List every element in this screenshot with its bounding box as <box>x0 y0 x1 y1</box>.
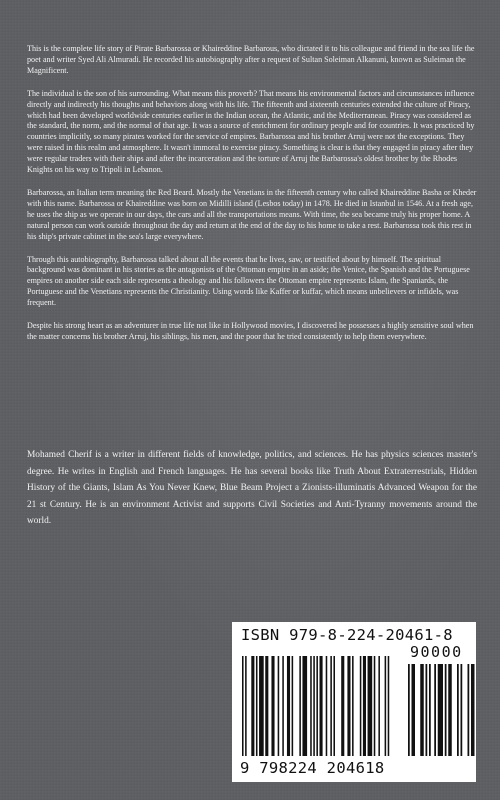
synopsis-paragraph: This is the complete life story of Pirate Barbarossa or Khaireddine Barbarous, who dictated it to his colleague and friend in the sea life the poet and writer Syed Ali Almuradi. He recorded his autobiography after a request of Sultan Soleiman Alkanuni, known as Suleiman the Magnificent. <box>27 44 475 75</box>
barcode-bar <box>461 664 463 756</box>
barcode-bar <box>320 656 323 756</box>
barcode-bar <box>445 664 447 756</box>
barcode-bar <box>341 656 344 756</box>
barcode-bar <box>282 656 284 756</box>
barcode-bar <box>471 664 475 756</box>
barcode-bar <box>271 656 274 756</box>
barcode-bar <box>287 656 290 756</box>
barcode-addon-number: 90000 <box>410 643 463 661</box>
barcode-bar <box>299 656 301 756</box>
barcode-bar <box>420 664 424 756</box>
barcode-bar <box>347 656 350 756</box>
barcode-bar <box>468 664 470 756</box>
barcode-bar <box>408 664 410 756</box>
barcode-bar <box>302 656 307 756</box>
barcode-bar <box>448 664 452 756</box>
barcode-bar <box>378 656 380 756</box>
isbn-barcode <box>232 622 476 782</box>
barcode-bar <box>245 656 247 756</box>
barcode-bar <box>360 656 362 756</box>
barcode-bar <box>368 656 373 756</box>
barcode-digits: 9 798224 204618 <box>240 759 385 777</box>
synopsis-paragraph: The individual is the son of his surrounding. What means this proverb? That means his environmental factors and circumstances influence directly and indirectly his thoughts and behaviors along with his life. The fifteenth and sixteenth centuries extended the culture of Piracy, which had been developed worldwide centuries earlier in the Indian ocean, the Atlantic, and the Mediterranean. Piracy was considered as the standard, the norm, and the normal of that age. It was a source of enrichment for ordinary people and for countries. It was practiced by countries implicitly, so many pirates worked for the service of empires. Barbarossa and his brother Arruj were not the exceptions. They were raised in this realm and atmosphere. It wasn't immoral to exercise piracy. Something is clear is that they engaged in piracy after they were regular traders with their ships and after the incarceration and the torture of Arruj the Barbarossa's oldest brother by the Rhodes Knights on his way to Tripoli in Lebanon. <box>27 88 475 175</box>
synopsis-paragraph: Barbarossa, an Italian term meaning the Red Beard. Mostly the Venetians in the fifteenth century who called Khaireddine Basha or Kheder with this name. Barbarossa or Khaireddine was born on Midilli island (Lesbos today) in 1478. He died in Istanbul in 1546. At a fresh age, he uses the ship as we operate in our days, the cars and all the transportations means. With time, the sea became truly his proper home. A natural person can work outside throughout the day and return at the end of the day to his home to take a rest. Barbarossa took this rest in his ship's private cabinet in the sea's large everywhere. <box>27 187 477 241</box>
barcode-bar <box>374 656 376 756</box>
barcode-bar <box>438 664 443 756</box>
barcode-bar <box>326 656 328 756</box>
barcode-bar <box>256 656 258 756</box>
barcode-bar <box>388 656 390 756</box>
barcode-bar <box>333 656 335 756</box>
barcode-bar <box>363 656 366 756</box>
barcode-bar <box>385 656 387 756</box>
barcode-bar <box>429 664 431 756</box>
barcode-bar <box>316 656 318 756</box>
synopsis-paragraph: Despite his strong heart as an adventurer in true life not like in Hollywood movies, I discovered he possesses a highly sensitive soul when the matter concerns his brother Arruj, his siblings, his men, and the poor that he tried consistently to help them everywhere. <box>27 321 474 341</box>
barcode-bar <box>278 656 280 756</box>
barcode-bar <box>434 664 436 756</box>
barcode-bar <box>310 656 312 756</box>
synopsis-paragraph: Through this autobiography, Barbarossa talked about all the events that he lives, saw, or testified about by himself. The spiritual background was dominant in his stories as the antagonists of the Ottoman empire in an aside; the Venice, the Spanish and the Portuguese empires on another side each side represents a theology and his followers the Ottoman empire represents Islam, the Spaniards, the Portuguese and the Venetians represents the Christianity. Using words like Kaffer or kuffar, which means unbelievers or infidels, was frequent. <box>27 254 470 308</box>
barcode-bar <box>412 664 416 756</box>
barcode-bar <box>265 656 268 756</box>
barcode-bar <box>292 656 294 756</box>
barcode-bar <box>259 656 264 756</box>
barcode-bar <box>242 656 244 756</box>
barcode-bar <box>352 656 354 756</box>
barcode-bar <box>330 656 332 756</box>
barcode-bar <box>313 656 315 756</box>
isbn-label: ISBN 979-8-224-20461-8 <box>241 626 453 644</box>
author-bio: Mohamed Cherif is a writer in different fields of knowledge, politics, and sciences. He has physics sciences master's degree. He writes in English and French languages. He has several books like Truth About Extraterrestrials, Hidden History of the Giants, Islam As You Never Knew, Blue Beam Project a Zionists-illuminatis Advanced Weapon for the 21 st Century. He is an environment Activist and supports Civil Societies and Anti-Tyranny movements around the world. <box>27 450 477 527</box>
barcode-bar <box>426 664 428 756</box>
barcode-bar <box>251 656 254 756</box>
barcode-bar <box>457 664 459 756</box>
synopsis-text <box>27 44 477 355</box>
